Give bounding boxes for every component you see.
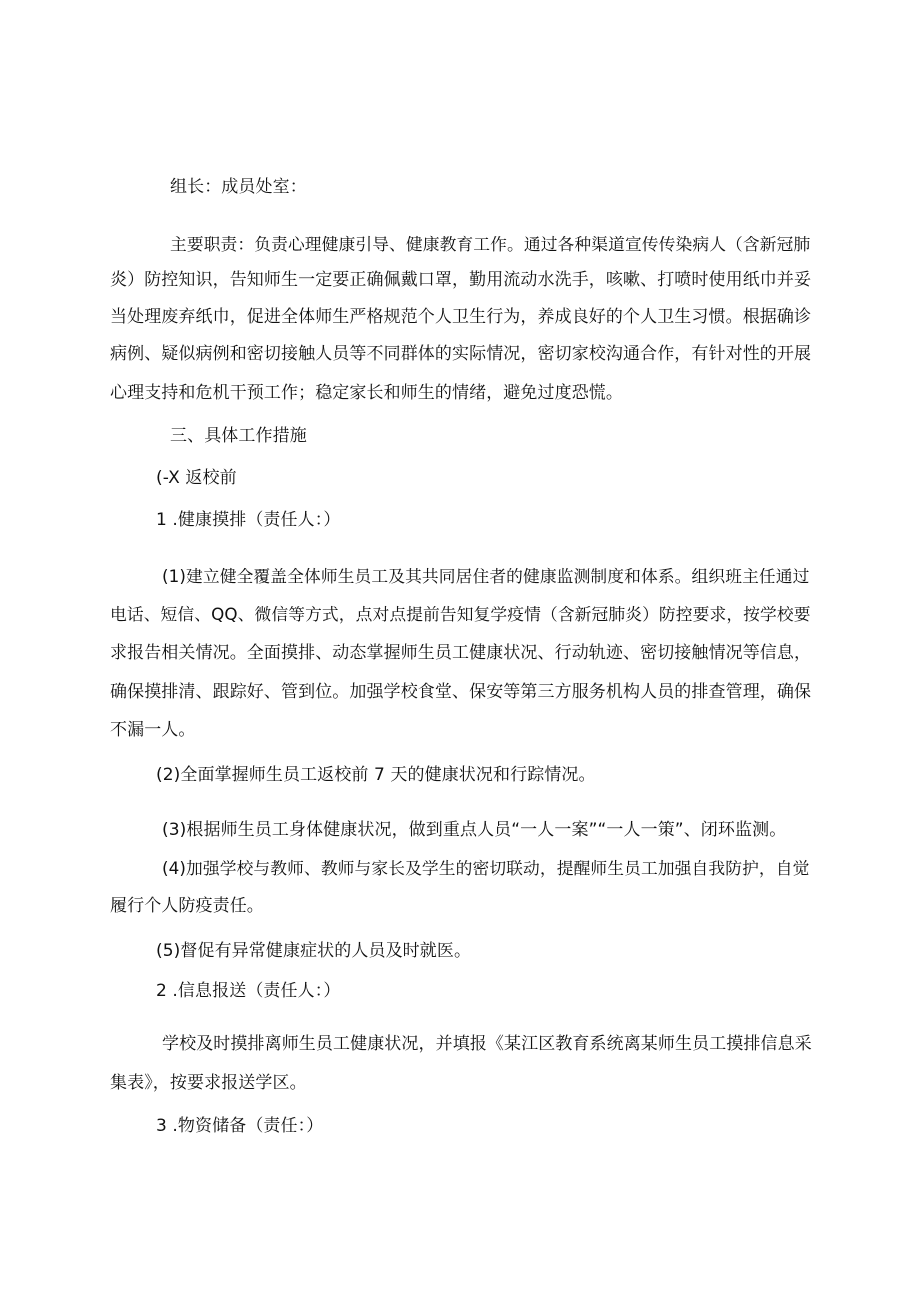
item1-para4-line: (4)加强学校与教师、教师与家长及学生的密切联动，提醒师生员工加强自我防护，自觉 bbox=[162, 858, 810, 878]
item1-para1-line: 确保摸排清、跟踪好、管到位。加强学校食堂、保安等第三方服务机构人员的排查管理，确保 bbox=[110, 682, 812, 702]
duties-line: 心理支持和危机干预工作；稳定家长和师生的情绪，避免过度恐慌。 bbox=[110, 383, 623, 403]
item1-para1-line: (1)建立健全覆盖全体师生员工及其共同居住者的健康监测制度和体系。组织班主任通过 bbox=[162, 566, 810, 586]
item1-para4-line: 履行个人防疫责任。 bbox=[110, 896, 264, 916]
item1-para1-line: 不漏一人。 bbox=[110, 720, 196, 740]
item1-paragraph-2: (2)全面掌握师生员工返校前 7 天的健康状况和行踪情况。 bbox=[156, 765, 596, 785]
item2-para-line: 学校及时摸排离师生员工健康状况，并填报《某江区教育系统离某师生员工摸排信息采 bbox=[162, 1034, 812, 1054]
item2-para-line: 集表》，按要求报送学区。 bbox=[110, 1073, 307, 1093]
item1-para1-line: 电话、短信、QQ、微信等方式，点对点提前告知复学疫情（含新冠肺炎）防控要求，按学校要 bbox=[110, 604, 811, 624]
duties-line: 主要职责：负责心理健康引导、健康教育工作。通过各种渠道宣传传染病人（含新冠肺 bbox=[170, 234, 811, 254]
item1-para1-line: 求报告相关情况。全面摸排、动态掌握师生员工健康状况、行动轨迹、密切接触情况等信息， bbox=[110, 643, 812, 663]
leader-line: 组长：成员处室： bbox=[170, 177, 307, 197]
duties-line: 当处理废弃纸巾，促进全体师生严格规范个人卫生行为，养成良好的个人卫生习惯。根据确诊 bbox=[110, 307, 812, 327]
subsection-heading: (-X 返校前 bbox=[156, 468, 237, 488]
item1-paragraph-5: (5)督促有异常健康症状的人员及时就医。 bbox=[156, 941, 472, 961]
item1-paragraph-3: (3)根据师生员工身体健康状况，做到重点人员“一人一案”“一人一策”、闭环监测。 bbox=[162, 820, 787, 840]
item1-heading: 1 .健康摸排（责任人：） bbox=[156, 510, 341, 530]
duties-line: 病例、疑似病例和密切接触人员等不同群体的实际情况，密切家校沟通合作，有针对性的开展 bbox=[110, 344, 812, 364]
section-heading: 三、具体工作措施 bbox=[170, 426, 307, 446]
duties-line: 炎）防控知识，告知师生一定要正确佩戴口罩，勤用流动水洗手，咳嗽、打喷时使用纸巾并妥 bbox=[110, 270, 812, 290]
item3-heading: 3 .物资储备（责任：） bbox=[156, 1116, 324, 1136]
item2-heading: 2 .信息报送（责任人：） bbox=[156, 981, 341, 1001]
